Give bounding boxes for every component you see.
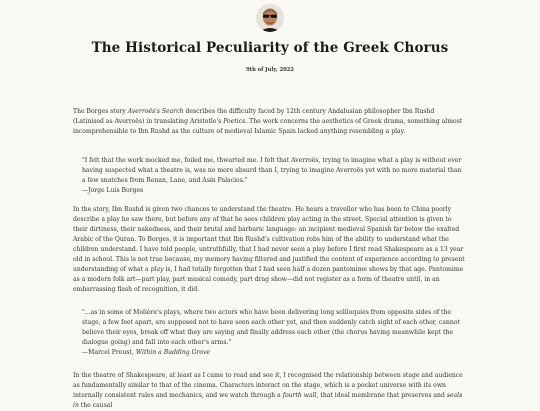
emphasis: fourth wall — [282, 392, 317, 399]
article-body — [73, 107, 467, 411]
story-title: Averroës's Search — [127, 108, 184, 115]
paragraph-shakespeare — [73, 371, 467, 411]
text-run: —Marcel Proust, — [82, 349, 136, 356]
quote-attribution — [82, 348, 463, 358]
emphasis: seals in — [73, 392, 463, 409]
emphasis: play — [150, 266, 164, 273]
book-title: Within a Budding Grove — [135, 349, 211, 356]
avatar-image — [256, 4, 284, 32]
spacer — [73, 137, 467, 156]
text-run: The Borges story — [73, 108, 128, 115]
author-avatar[interactable] — [256, 4, 284, 32]
text-run: . The work concerns the aesthetics of Greek drama, something almost incomprehensible to Ibn Rushd as the culture of medieval Islamic Spain lacked anything resembling a play. — [73, 118, 463, 135]
text-run: , that ideal membrane that preserves and — [316, 392, 447, 399]
text-run: In the theatre of Shakespeare, at least as I came to read and see it, I recognised the relationship between stage and audience as fundamentally similar to that of the cinema. Characters interact on the stage, which is a pocket universe with its own internally consistent rules and mechanics, and we watch through a — [73, 372, 463, 399]
paragraph-intro — [73, 107, 467, 137]
page-title: The Historical Peculiarity of the Greek Chorus — [91, 40, 449, 56]
quote-attribution: —Jorge Luis Borges — [82, 187, 144, 194]
text-run: the causal — [78, 402, 113, 409]
quote-text: "...as in some of Molière's plays, where two actors who have been delivering long soliloquies from opposite sides of the stage, a few feet apart, are supposed not to have seen each other yet, and then suddenly catch sight of each other, cannot believe their eyes, break off what they are saying and finally address each other (the chorus having meanwhile kept the dialogue going) and fall into each other's arms." — [82, 309, 460, 346]
text-run: describes the difficulty faced by 12th century Andalusian philosopher Ibn Rushd (Latinised as Averroës) in translating Aristotle's — [73, 108, 435, 125]
blockquote-proust — [82, 308, 467, 358]
paragraph-story — [73, 205, 467, 295]
text-run: is, I had totally forgotten that I had seen half a dozen pantomime shows by that age. Pantomime as a modern folk art—part play, part musical comedy, part drag show—did not register as a form of theatre until, in an embarrassing flash of recognition, it did. — [73, 266, 464, 293]
text-run: In the story, Ibn Rushd is given two chances to understand the theatre. He hears a traveller who has been to China poorly describe a play he saw there, but before any of that he sees children play acting in the street. Special attention is given to their dirtiness, their nakedness, and their brutal and barbaric language: an incipient medieval Spanish far below the exalted Arabic of the Quran. To Borges, it is important that Ibn Rushd's cultivation robs him of the ability to understand what the children understand. I have told people, untruthfully, that I had never seen a play before I first read Shakespeare as a 13 year old in school. This is not true because, my memory having filtered and justified the content of experience according to present understanding of what a — [73, 206, 465, 273]
spacer — [73, 196, 467, 205]
book-title: Poetics — [223, 118, 246, 125]
quote-text: "I felt that the work mocked me, foiled me, thwarted me. I felt that Averroës, trying to imagine what a play is without ever having suspected what a theatre is, was no more absurd than I, trying to imagine Averroës yet with no more material than a few snatches from Renan, Lane, and Asín Palacios." — [82, 157, 462, 184]
blockquote-borges — [82, 156, 467, 196]
spacer — [73, 295, 467, 308]
post-date: 9th of July, 2022 — [246, 67, 294, 73]
spacer — [73, 358, 467, 371]
